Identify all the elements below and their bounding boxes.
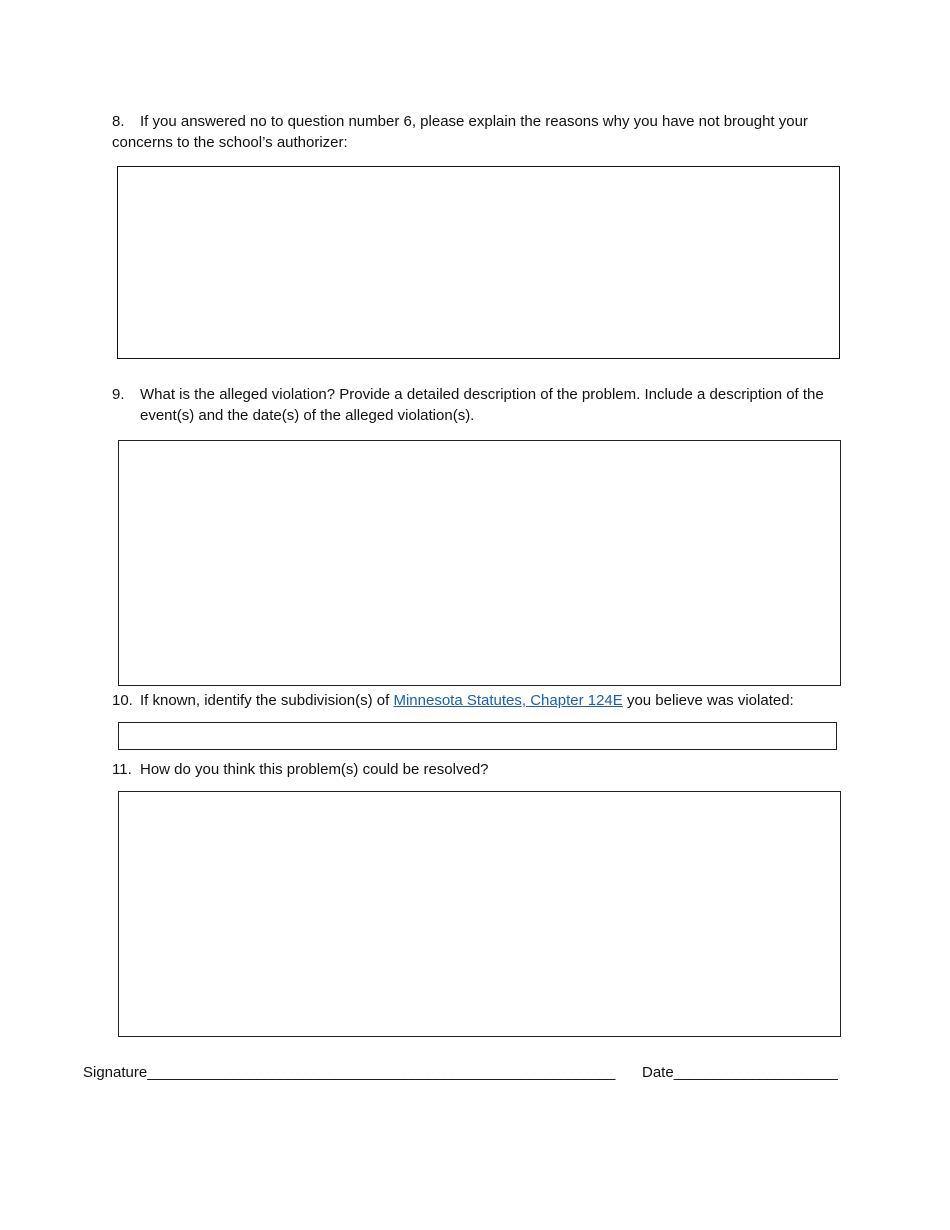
question-10-number: 10. <box>112 692 133 709</box>
question-9-text: What is the alleged violation? Provide a detailed description of the problem. Include a description of the event(s) and the date(s) of the alleged violation(s). <box>140 386 824 424</box>
answer-box-q9[interactable] <box>118 440 841 686</box>
signature-underline: ____________________________________________________________ <box>147 1064 615 1081</box>
question-8 <box>112 111 862 153</box>
date-line[interactable] <box>642 1063 837 1083</box>
question-11-number: 11. <box>112 761 132 778</box>
question-8-number: 8. <box>112 113 125 130</box>
answer-box-q10[interactable] <box>118 722 837 750</box>
question-9 <box>112 384 872 426</box>
signature-label: Signature <box>83 1064 148 1081</box>
question-10-text-before: If known, identify the subdivision(s) of <box>140 692 390 709</box>
question-10 <box>112 690 892 711</box>
question-11-text: How do you think this problem(s) could be resolved? <box>140 761 489 778</box>
minnesota-statutes-link[interactable]: Minnesota Statutes, Chapter 124E <box>393 692 623 709</box>
question-11 <box>112 759 872 780</box>
question-9-number: 9. <box>112 386 125 403</box>
date-underline: _____________________ <box>673 1064 838 1081</box>
question-8-text: If you answered no to question number 6, please explain the reasons why you have not brought your concerns to the school’s authorizer: <box>112 113 808 151</box>
answer-box-q11[interactable] <box>118 791 841 1037</box>
question-10-text <box>140 690 794 711</box>
question-10-text-after: you believe was violated: <box>626 692 794 709</box>
answer-box-q8[interactable] <box>117 166 840 359</box>
signature-line[interactable] <box>83 1063 615 1083</box>
date-label: Date <box>642 1064 674 1081</box>
